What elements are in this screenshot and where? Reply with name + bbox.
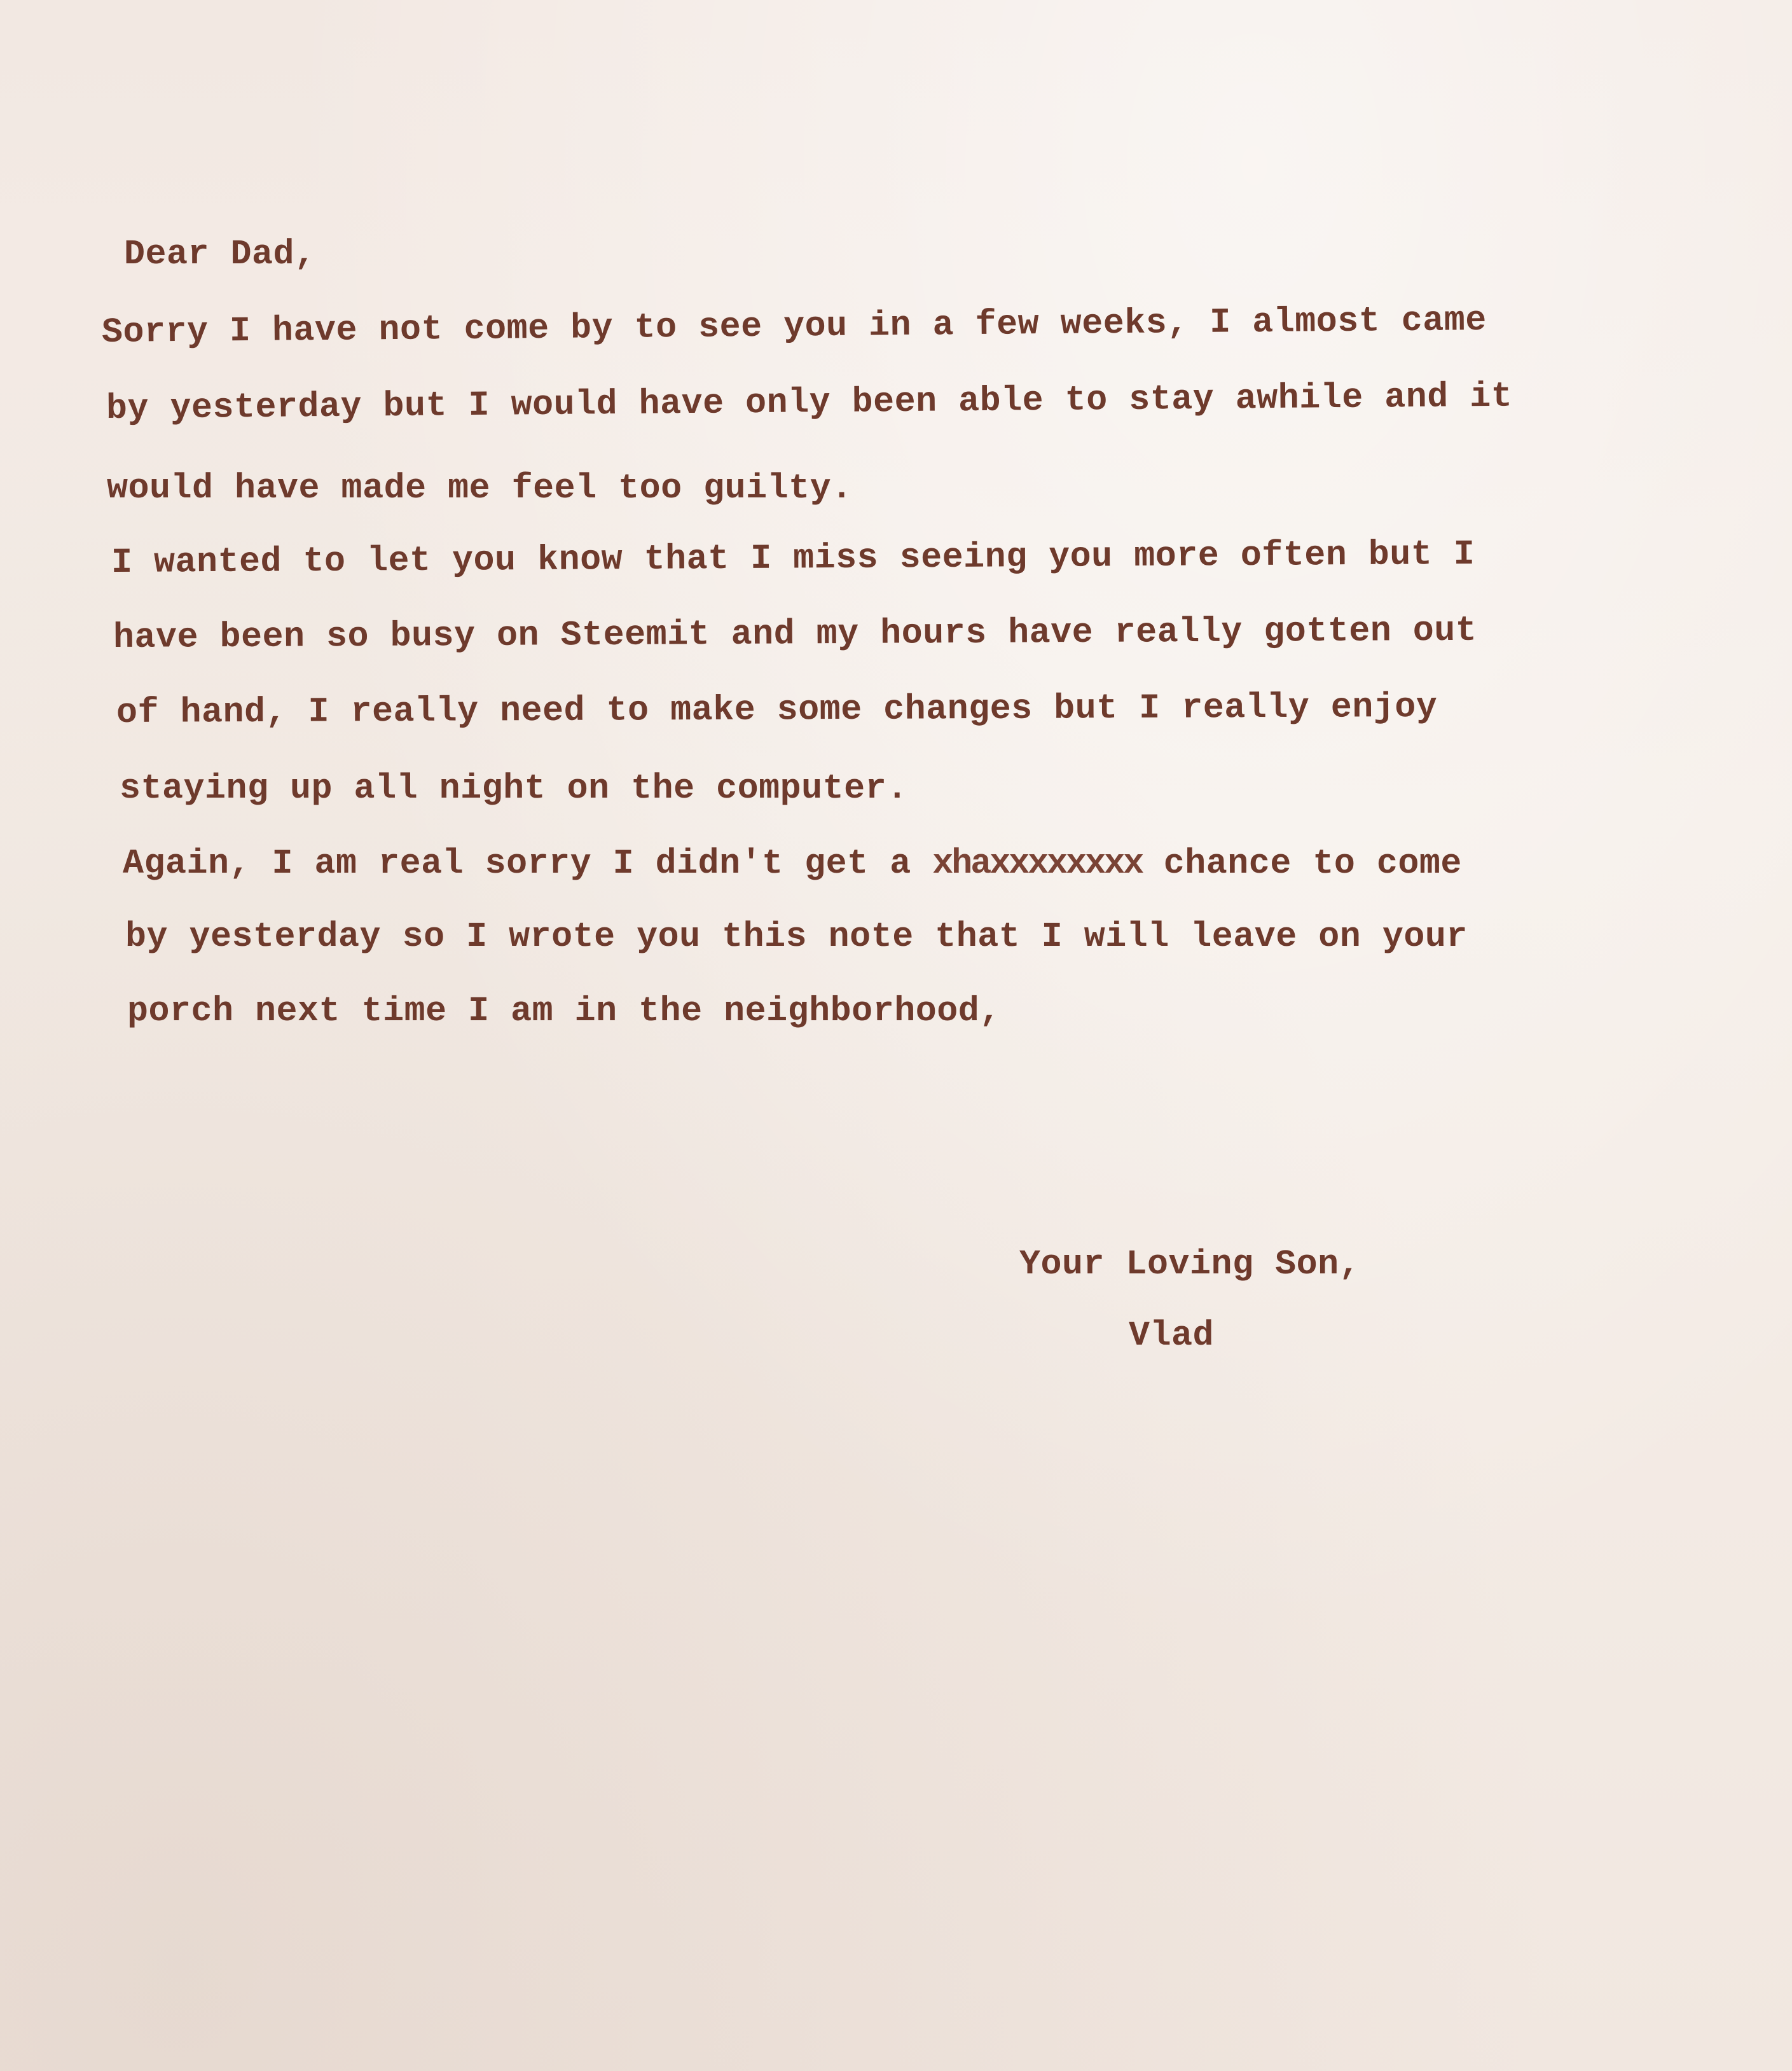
- line8-before: Again, I am real sorry I didn't get a: [123, 843, 933, 883]
- letter-line-9: by yesterday so I wrote you this note that I will leave on your: [125, 917, 1468, 957]
- letter-line-5: have been so busy on Steemit and my hours have really gotten out: [113, 610, 1477, 658]
- letter-line-2: by yesterday but I would have only been able to stay awhile and it: [106, 376, 1513, 429]
- letter-line-6: of hand, I really need to make some changes but I really enjoy: [116, 686, 1438, 733]
- letter-line-3: would have made me feel too guilty.: [107, 468, 853, 508]
- letter-line-1: Sorry I have not come by to see you in a few weeks, I almost came: [101, 300, 1487, 352]
- letter-line-4: I wanted to let you know that I miss seeing you more often but I: [111, 534, 1475, 583]
- salutation: Dear Dad,: [124, 234, 316, 274]
- letter-line-7: staying up all night on the computer.: [120, 768, 908, 808]
- letter-line-10: porch next time I am in the neighborhood,: [127, 991, 1001, 1031]
- line8-after: chance to come: [1142, 843, 1462, 883]
- closing: Your Loving Son,: [1019, 1244, 1361, 1284]
- struck-out-text: xhaxxxxxxxx: [932, 843, 1143, 883]
- letter-line-8: [123, 843, 1462, 883]
- signature: Vlad: [1129, 1315, 1215, 1355]
